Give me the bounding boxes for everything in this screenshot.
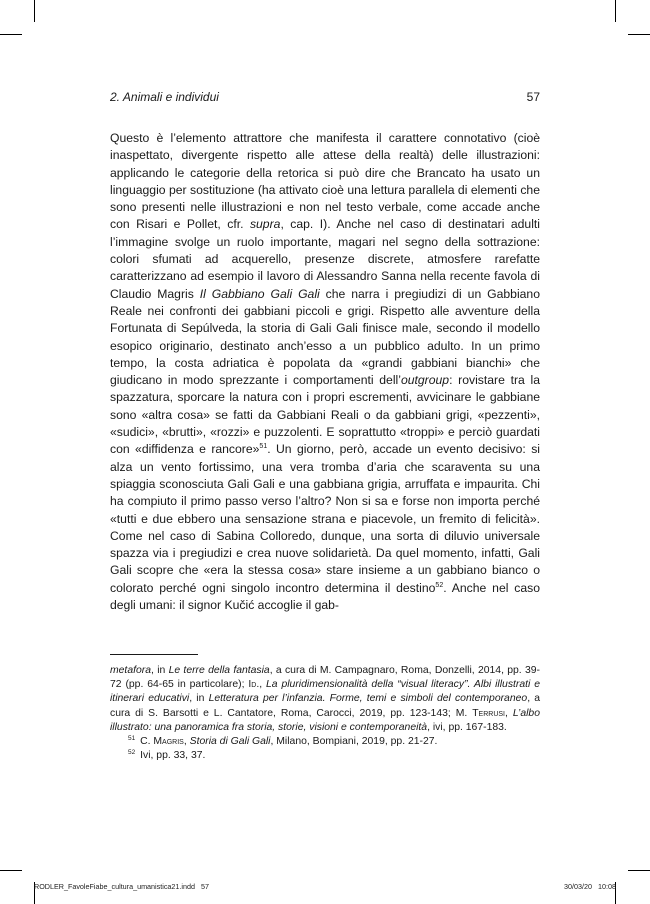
page-number: 57 (526, 90, 540, 104)
slug-datetime: 30/03/20 10:08 (564, 882, 616, 891)
footnotes (110, 664, 540, 763)
footnote-continuation: metafora, in Le terre della fantasia, a cura di M. Campagnaro, Roma, Donzelli, 2014, pp. 39-72 (pp. 64-65 in particolare); Id., La pluridimensionalità della “visual literacy”. Albi illustrati e itinerari educativi, in Letteratura per l’infanzia. Forme, temi e simboli del contemporaneo, a cura di S. Barsotti e L. Cantatore, Roma, Carocci, 2019, pp. 123-143; M. Terrusi, L’albo illustrato: una panoramica fra storia, storie, visioni e contemporaneità, ivi, pp. 167-183. (110, 665, 541, 733)
crop-mark-top-left-h (0, 34, 22, 35)
running-header (110, 90, 540, 104)
crop-mark-top-right-h (628, 34, 650, 35)
chapter-title: 2. Animali e individui (110, 90, 219, 104)
footnote-51: $^{51}$ C. Magris, Storia di Gali Gali, Milano, Bompiani, 2019, pp. 21-27. (128, 735, 438, 748)
crop-mark-bottom-right-h (628, 870, 650, 871)
crop-mark-top-left-v (34, 0, 35, 22)
footnote-52: $^{52}$ Ivi, pp. 33, 37. (128, 749, 206, 762)
main-paragraph: Questo è l’elemento attrattore che manifesta il carattere connotativo (cioè inaspettato, divergente rispetto alle attese della realtà) delle illustrazioni: applicando le categorie della retorica si può dire che Brancato ha usato un linguaggio per sostituzione (ha attivato cioè una lettura parallela di elementi che sono presenti nelle illustrazioni e non nel testo verbale, come accade anche con Risari e Pollet, cfr. supra, cap. I). Anche nel caso di destinatari adulti l’immagine svolge un ruolo importante, magari nel segno della sottrazione: colori sfumati ad acquerello, presenze discrete, atmosfere rarefatte caratterizzano ad esempio il lavoro di Alessandro Sanna nella recente favola di Claudio Magris Il Gabbiano Gali Gali che narra i pregiudizi di un Gabbiano Reale nei confronti dei gabbiani piccoli e grigi. Rispetto alle avventure della Fortunata di Sepúlveda, la storia di Gali Gali finisce male, secondo il modello esopico originario, destinato anch’esso a un pubblico adulto. In un primo tempo, la costa adriatica è popolata da «grandi gabbiani bianchi» che giudicano in modo sprezzante i comportamenti dell’outgroup: rovistare tra la spazzatura, sporcare la natura con i propri escrementi, avvicinare le gabbiane sono «altra cosa» se fatti da Gabbiani Reali o da gabbiani grigi, «pezzenti», «sudici», «brutti», «rozzi» e puzzolenti. E soprattutto «troppi» e perciò guardati con «diffidenza e rancore»$^{51}$. Un giorno, però, accade un evento decisivo: si alza un vento fortissimo, una vera tromba d’aria che scaraventa su una spiaggia sconosciuta Gali Gali e una gabbiana grigia, arruffata e impaurita. Chi ha compiuto il primo passo verso l’altro? Non si sa e forse non importa perché «tutti e due ebbero una sensazione strana e piacevole, un fremito di felicità». Come nel caso di Sabina Colloredo, dunque, una sorta di diluvio universale spazza via i pregiudizi e crea nuove solidarietà. Da quel momento, infatti, Gali Gali scopre che «era la stessa cosa» stare insieme a un gabbiano bianco o colorato perché ogni singolo incontro determina il destino$^{52}$. Anche nel caso degli umani: il signor Kučić accoglie il gab- (110, 131, 541, 613)
print-slug (34, 882, 616, 891)
footnote-separator (110, 654, 198, 655)
footnote-ref-51[interactable]: 51 (259, 443, 268, 451)
crop-mark-bottom-left-h (0, 870, 22, 871)
slug-filename: RODLER_FavoleFiabe_cultura_umanistica21.indd 57 (34, 882, 209, 891)
crop-mark-top-right-v (615, 0, 616, 22)
footnote-ref-52[interactable]: 52 (435, 581, 444, 589)
